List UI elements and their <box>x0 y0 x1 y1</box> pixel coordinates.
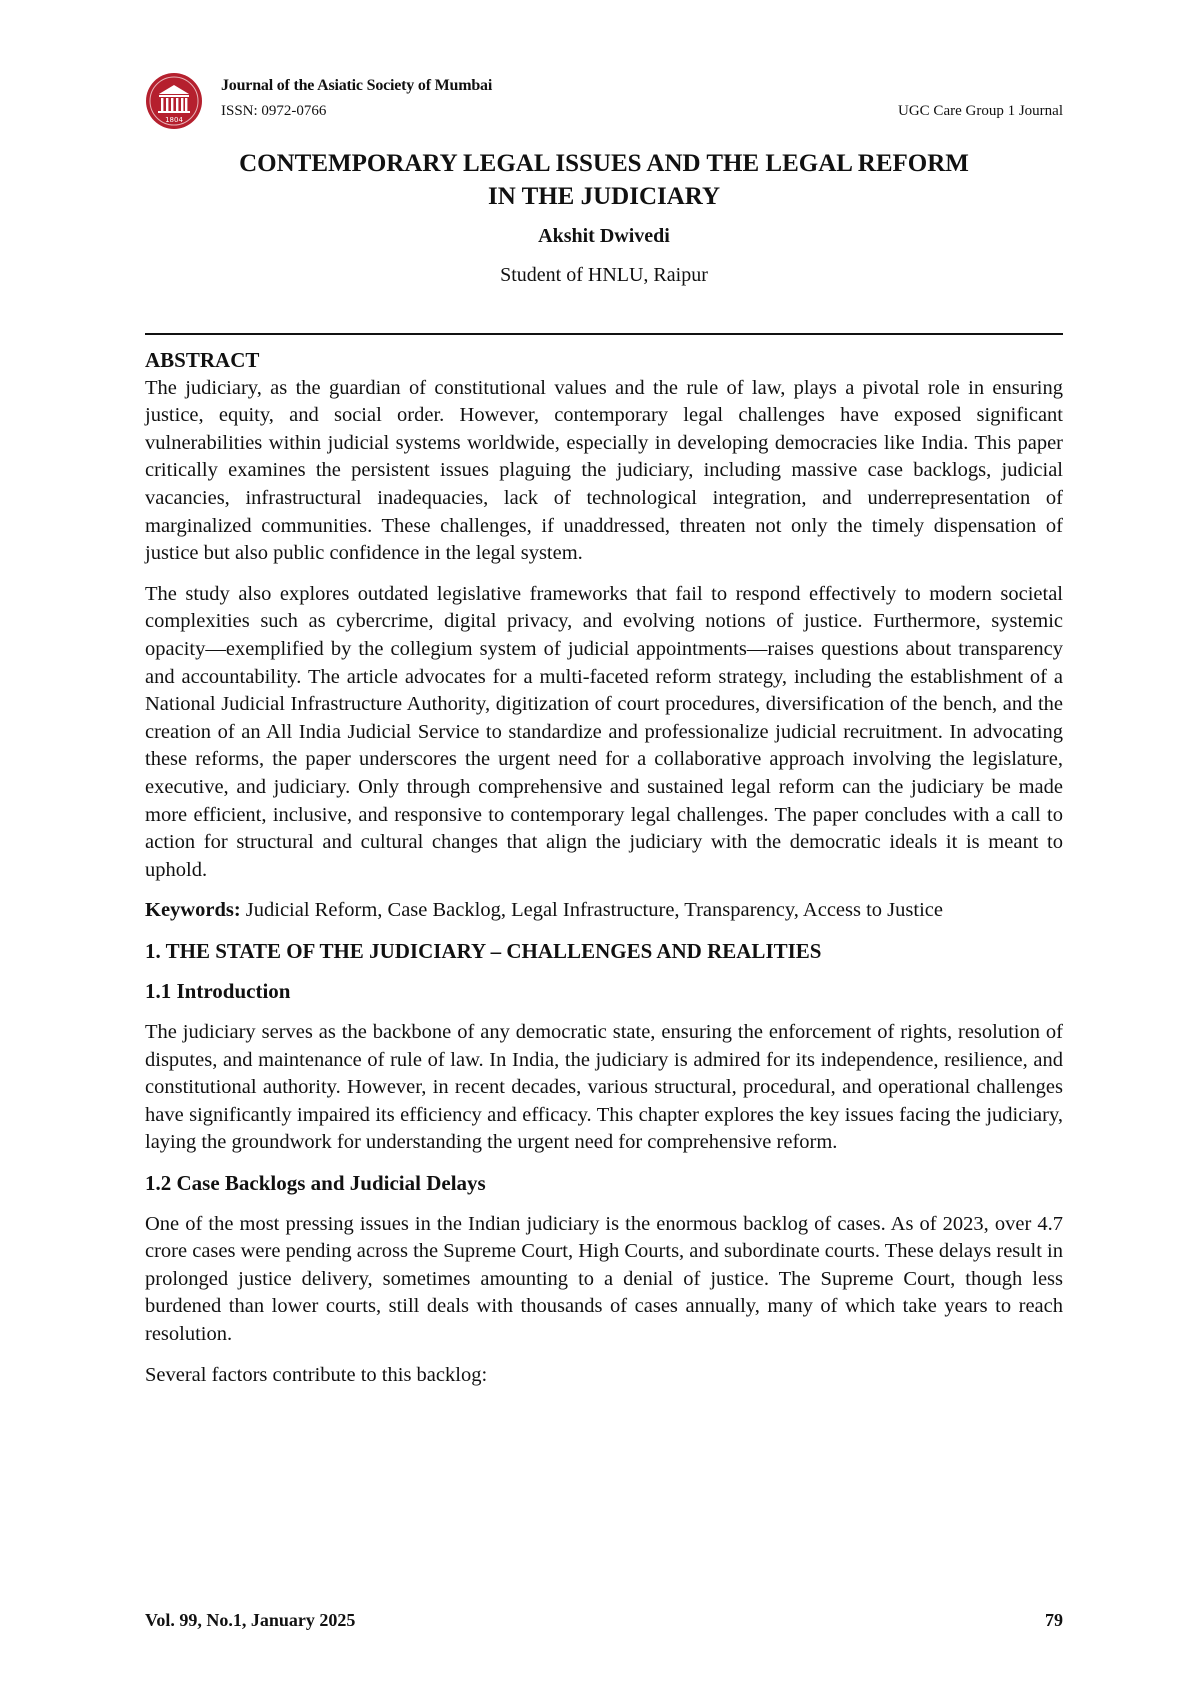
keywords <box>145 897 1063 925</box>
ugc-care-label: UGC Care Group 1 Journal <box>898 103 1063 119</box>
header-divider <box>145 333 1063 335</box>
journal-header <box>145 72 1063 132</box>
footer-page-number: 79 <box>1045 1610 1063 1630</box>
journal-name: Journal of the Asiatic Society of Mumbai <box>221 77 493 94</box>
section-1-2-heading: 1.2 Case Backlogs and Judicial Delays <box>145 1171 486 1196</box>
abstract-heading: ABSTRACT <box>145 348 260 372</box>
author-name: Akshit Dwivedi <box>538 225 670 247</box>
abstract-paragraph-1: The judiciary, as the guardian of constitutional values and the rule of law, plays a pivotal role in ensuring justice, equity, and social order. However, contemporary legal challenges have exposed significant vulnerabilities within judicial systems worldwide, especially in developing democracies like India. This paper critically examines the persistent issues plaguing the judiciary, including massive case backlogs, judicial vacancies, infrastructural inadequacies, lack of technological integration, and underrepresentation of marginalized communities. These challenges, if unaddressed, threaten not only the timely dispensation of justice but also public confidence in the legal system. <box>145 376 1063 565</box>
svg-text:1804: 1804 <box>165 116 183 124</box>
author-affiliation: Student of HNLU, Raipur <box>500 264 708 286</box>
keywords-label: Keywords: <box>145 899 241 922</box>
section-1-2-paragraph-1: One of the most pressing issues in the Indian judiciary is the enormous backlog of cases. As of 2023, over 4.7 crore cases were pending across the Supreme Court, High Courts, and subordinate courts. These delays result in prolonged justice delivery, sometimes amounting to a denial of justice. The Supreme Court, though less burdened than lower courts, still deals with thousands of cases annually, many of which take years to reach resolution. <box>145 1212 1063 1345</box>
paper-title <box>145 147 1063 213</box>
footer-volume: Vol. 99, No.1, January 2025 <box>145 1610 356 1630</box>
title-line-2: IN THE JUDICIARY <box>487 183 721 210</box>
society-logo <box>145 72 203 130</box>
title-line-1: CONTEMPORARY LEGAL ISSUES AND THE LEGAL REFORM <box>239 150 969 177</box>
issn: ISSN: 0972-0766 <box>221 103 327 119</box>
section-1-heading: 1. THE STATE OF THE JUDICIARY – CHALLENGES AND REALITIES <box>145 938 822 963</box>
section-1-1-heading: 1.1 Introduction <box>145 979 291 1004</box>
section-1-2-paragraph-2: Several factors contribute to this backlog: <box>145 1363 488 1386</box>
section-1-1-paragraph: The judiciary serves as the backbone of any democratic state, ensuring the enforcement of rights, resolution of disputes, and maintenance of rule of law. In India, the judiciary is admired for its independence, resilience, and constitutional authority. However, in recent decades, various structural, procedural, and operational challenges have significantly impaired its efficiency and efficacy. This chapter explores the key issues facing the judiciary, laying the groundwork for understanding the urgent need for comprehensive reform. <box>145 1021 1063 1154</box>
keywords-text: Judicial Reform, Case Backlog, Legal Infrastructure, Transparency, Access to Justice <box>245 899 943 922</box>
abstract-paragraph-2: The study also explores outdated legislative frameworks that fail to respond effectively to modern societal complexities such as cybercrime, digital privacy, and evolving notions of justice. Furthermore, systemic opacity—exemplified by the collegium system of judicial appointments—raises questions about transparency and accountability. The article advocates for a multi-faceted reform strategy, including the establishment of a National Judicial Infrastructure Authority, digitization of court procedures, diversification of the bench, and the creation of an All India Judicial Service to standardize and professionalize judicial recruitment. In advocating these reforms, the paper underscores the urgent need for a collaborative approach involving the legislature, executive, and judiciary. Only through comprehensive and sustained legal reform can the judiciary be made more efficient, inclusive, and responsive to contemporary legal challenges. The paper concludes with a call to action for structural and cultural changes that align the judiciary with the democratic ideals it is meant to uphold. <box>145 582 1063 881</box>
paper-body <box>145 347 1063 1389</box>
